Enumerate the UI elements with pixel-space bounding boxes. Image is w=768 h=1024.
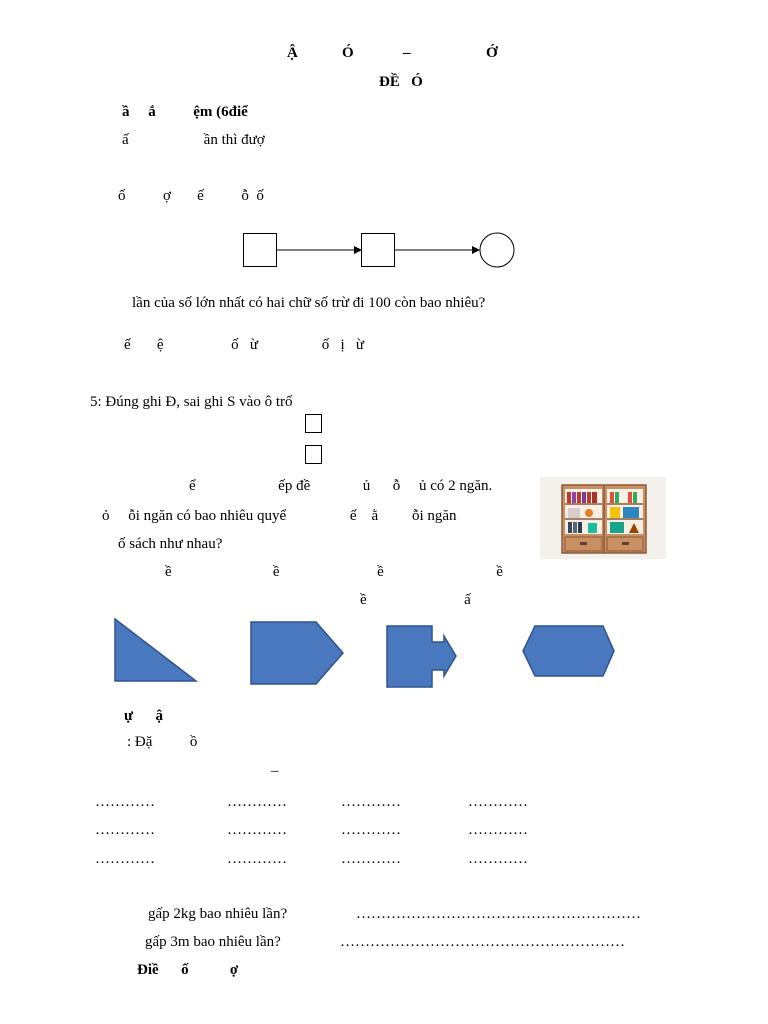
dots-cell[interactable]: …………: [227, 794, 287, 810]
section1-line-b: ố ợ ế ỗ ố: [118, 188, 264, 204]
hexagon-icon: [523, 626, 614, 676]
dots-cell[interactable]: …………: [341, 794, 401, 810]
question5-label: 5: Đúng ghi Đ, sai ghi S vào ô trố: [90, 394, 293, 410]
word-problem-2-blank[interactable]: …………………………………………………: [340, 934, 625, 950]
section2-dash: –: [271, 763, 279, 779]
bookshelf-line-1: ể ếp đề ủ ỗ ủ có 2 ngăn.: [189, 478, 493, 494]
title-fragment-3: –: [403, 45, 411, 61]
bookshelf-line-2: ỏ ỗi ngăn có bao nhiêu quyể ế ằ ỗi ngăn: [102, 508, 457, 524]
word-problem-3: Điề ố ợ: [137, 962, 239, 978]
pentagon-arrow-icon: [251, 622, 343, 684]
dots-cell[interactable]: …………: [468, 794, 528, 810]
word-problem-1-blank[interactable]: …………………………………………………: [356, 906, 641, 922]
answer-checkbox-1[interactable]: [305, 414, 322, 433]
dots-cell[interactable]: …………: [341, 851, 401, 867]
compare-line: ế ệ ố ừ ố ị ừ: [124, 337, 364, 353]
dots-cell[interactable]: …………: [227, 851, 287, 867]
arrow-right-icon: [394, 246, 480, 254]
section1-heading: ầ ắ ệm (6điể: [122, 104, 248, 120]
dots-cell[interactable]: …………: [468, 851, 528, 867]
right-triangle-icon: [115, 619, 196, 681]
dots-cell[interactable]: …………: [341, 822, 401, 838]
flow-circle-icon: [480, 233, 514, 267]
dots-cell[interactable]: …………: [95, 822, 155, 838]
page-subtitle: ĐỀ Ó: [379, 74, 423, 90]
bookshelf-icon: [540, 477, 666, 559]
word-problem-2: gấp 3m bao nhiêu lần?: [145, 934, 281, 950]
question-big-number: lần của số lớn nhất có hai chữ số trừ đi 100 còn bao nhiêu?: [132, 295, 486, 311]
dots-cell[interactable]: …………: [468, 822, 528, 838]
title-fragment-4: Ớ: [486, 45, 498, 61]
dots-cell[interactable]: …………: [95, 794, 155, 810]
dots-cell[interactable]: …………: [95, 851, 155, 867]
notched-arrow-icon: [387, 626, 456, 687]
title-fragment-2: Ó: [342, 45, 354, 61]
bookshelf-line-3: ố sách như nhau?: [118, 536, 223, 552]
shapes-line-2: ề ấ: [360, 592, 471, 608]
title-fragment-1: Ậ: [287, 45, 298, 61]
arrow-right-icon: [276, 246, 362, 254]
word-problem-1: gấp 2kg bao nhiêu lần?: [148, 906, 288, 922]
shapes-line-1: ề ề ề ề: [165, 564, 503, 580]
section2-calc-line: : Đặ ồ: [127, 734, 198, 750]
section2-heading: ự ậ: [124, 708, 164, 724]
answer-checkbox-2[interactable]: [305, 445, 322, 464]
section1-line-a: ấ ần thì đượ: [122, 132, 265, 148]
dots-cell[interactable]: …………: [227, 822, 287, 838]
